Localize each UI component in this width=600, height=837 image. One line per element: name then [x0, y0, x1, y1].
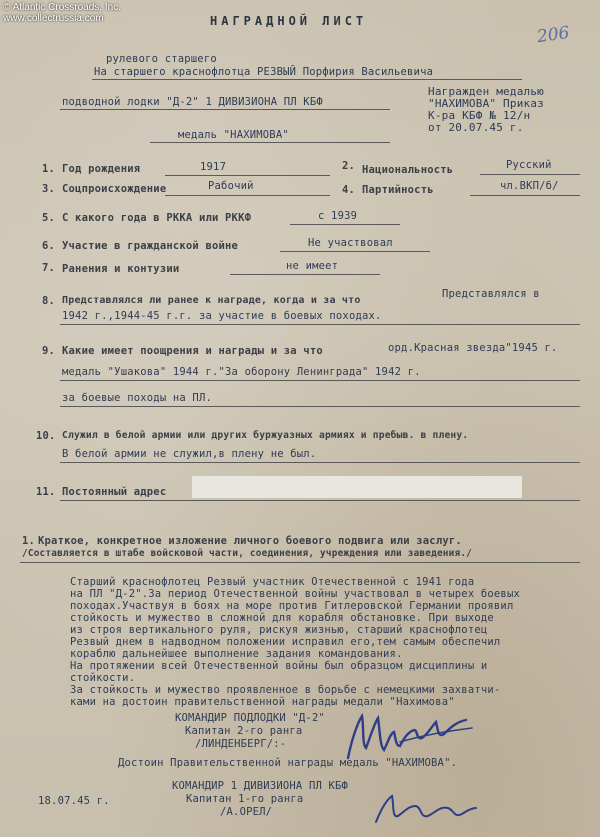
- field-9-underline-2: [60, 406, 580, 407]
- field-9-value: орд.Красная звезда"1945 г.: [388, 342, 558, 354]
- field-10-num: 10.: [36, 430, 56, 442]
- commander-2-signature: [370, 790, 480, 830]
- field-4-value: чл.ВКП/б/: [500, 180, 559, 192]
- field-4-num: 4.: [342, 184, 356, 196]
- field-3-num: 3.: [42, 183, 56, 195]
- commander-1-rank: Капитан 2-го ранга: [185, 725, 303, 737]
- field-6-value: Не участвовал: [308, 237, 393, 249]
- field-5-label: С какого года в РККА или РККФ: [62, 212, 252, 224]
- field-7-value: не имеет: [286, 260, 339, 272]
- narrative-line: Резвый днем в надводном положении исправил его,тем самым обеспечил: [70, 636, 501, 648]
- field-8-continuation: 1942 г.,1944-45 г.г. за участие в боевых походах.: [62, 310, 382, 322]
- field-2-num: 2.: [342, 160, 356, 172]
- field-2-label: Национальность: [362, 164, 454, 176]
- section-1-subheading: /Составляется в штабе войсковой части, соединения, учреждения или заведения./: [22, 548, 473, 559]
- field-3-value: Рабочий: [208, 180, 254, 192]
- field-11-num: 11.: [36, 486, 56, 498]
- commander-1-title: КОМАНДИР ПОДЛОДКИ "Д-2": [175, 712, 325, 724]
- narrative-line: стойкости.: [70, 672, 136, 684]
- commander-1-name: /ЛИНДЕНБЕРГ/:-: [195, 738, 287, 750]
- unit-underline: [60, 109, 390, 110]
- field-2-underline: [480, 174, 580, 175]
- narrative-line: походах.Участвуя в боях на море против Гитлеровской Германии проявил: [70, 600, 514, 612]
- narrative-line: стойкость и мужество в сложной для корабля обстановке. При выходе: [70, 612, 494, 624]
- field-1-num: 1.: [42, 163, 56, 175]
- field-11-underline: [60, 500, 580, 501]
- field-9-num: 9.: [42, 345, 56, 357]
- watermark: [3, 2, 121, 24]
- narrative-line: Старший краснофлотец Резвый участник Отечественной с 1941 года: [70, 576, 475, 588]
- rank-underline: [92, 79, 522, 80]
- field-8-value: Представлялся в: [442, 288, 540, 300]
- recommendation: Достоин Правительственной награды медаль "НАХИМОВА".: [118, 757, 458, 769]
- field-4-label: Партийность: [362, 184, 434, 196]
- address-redaction: [192, 476, 522, 498]
- field-10-label: Служил в белой армии или других буржуазных армиях и пребыв. в плену.: [62, 430, 469, 441]
- field-6-label: Участие в гражданской войне: [62, 240, 239, 252]
- field-8-num: 8.: [42, 295, 56, 307]
- field-2-value: Русский: [506, 159, 552, 171]
- commander-2-name: /А.ОРЕЛ/: [220, 806, 273, 818]
- award-underline: [150, 142, 390, 143]
- section-1-rule: [20, 562, 580, 563]
- commander-2-title: КОМАНДИР 1 ДИВИЗИОНА ПЛ КБФ: [172, 780, 349, 792]
- field-3-underline: [165, 195, 330, 196]
- narrative-line: на ПЛ "Д-2".За период Отечественной войны участвовал в четырех боевых: [70, 588, 520, 600]
- field-1-value: 1917: [200, 161, 227, 173]
- field-7-num: 7.: [42, 262, 56, 274]
- field-4-underline: [470, 195, 580, 196]
- field-3-label: Соцпроисхождение: [62, 183, 167, 195]
- narrative-line: ками на достоин правительственной награды медали "Нахимова": [70, 696, 455, 708]
- field-6-underline: [280, 251, 430, 252]
- field-6-num: 6.: [42, 240, 56, 252]
- rank-upper: рулевого старшего: [106, 53, 217, 65]
- field-9-continuation: медаль "Ушакова" 1944 г."За оборону Ленинграда" 1942 г.: [62, 366, 421, 378]
- document-date: 18.07.45 г.: [38, 795, 110, 807]
- field-10-continuation: В белой армии не служил,в плену не был.: [62, 448, 317, 460]
- field-5-num: 5.: [42, 212, 56, 224]
- field-10-underline: [60, 462, 580, 463]
- field-11-label: Постоянный адрес: [62, 486, 167, 498]
- field-8-underline: [60, 324, 580, 325]
- field-7-label: Ранения и контузии: [62, 263, 180, 275]
- unit-line: подводной лодки "Д-2" 1 ДИВИЗИОНА ПЛ КБФ: [62, 96, 323, 108]
- section-1-heading: Краткое, конкретное изложение личного боевого подвига или заслуг.: [38, 535, 462, 547]
- field-8-label: Представлялся ли ранее к награде, когда и за что: [62, 295, 361, 306]
- section-1-num: 1.: [22, 535, 36, 547]
- document-title: НАГРАДНОЙ ЛИСТ: [210, 14, 368, 28]
- narrative-line: кораблю дальнейшее выполнение задания командования.: [70, 648, 403, 660]
- field-7-underline: [230, 274, 380, 275]
- stamp-line-1: Награжден медалью: [428, 85, 544, 98]
- stamp-line-3: К-ра КБФ № 12/н: [428, 109, 531, 122]
- watermark-line-2: www.collectrussia.com: [3, 13, 104, 24]
- stamp-line-4: от 20.07.45 г.: [428, 121, 524, 134]
- stamp-line-2: "НАХИМОВА" Приказ: [428, 97, 544, 110]
- field-5-underline: [290, 224, 400, 225]
- field-9-label: Какие имеет поощрения и награды и за что: [62, 345, 323, 357]
- field-5-value: с 1939: [318, 210, 358, 222]
- award-line: медаль "НАХИМОВА": [178, 129, 289, 141]
- field-1-underline: [165, 175, 330, 176]
- watermark-line-1: © Atlantic Crossroads, Inc.: [3, 2, 121, 13]
- commander-2-rank: Капитан 1-го ранга: [186, 793, 304, 805]
- field-9-underline-1: [60, 380, 580, 381]
- field-1-label: Год рождения: [62, 163, 141, 175]
- rank-line: На старшего краснофлотца РЕЗВЫЙ Порфирия Васильевича: [94, 66, 434, 78]
- narrative-line: На протяжении всей Отечественной войны был образцом дисциплины и: [70, 660, 488, 672]
- narrative-line: За стойкость и мужество проявленное в борьбе с немецкими захватчи-: [70, 684, 501, 696]
- narrative-line: из строя вертикального руля, рискуя жизнью, старший краснофлотец: [70, 624, 488, 636]
- field-9-continuation-2: за боевые походы на ПЛ.: [62, 392, 212, 404]
- archive-number: 206: [535, 22, 571, 48]
